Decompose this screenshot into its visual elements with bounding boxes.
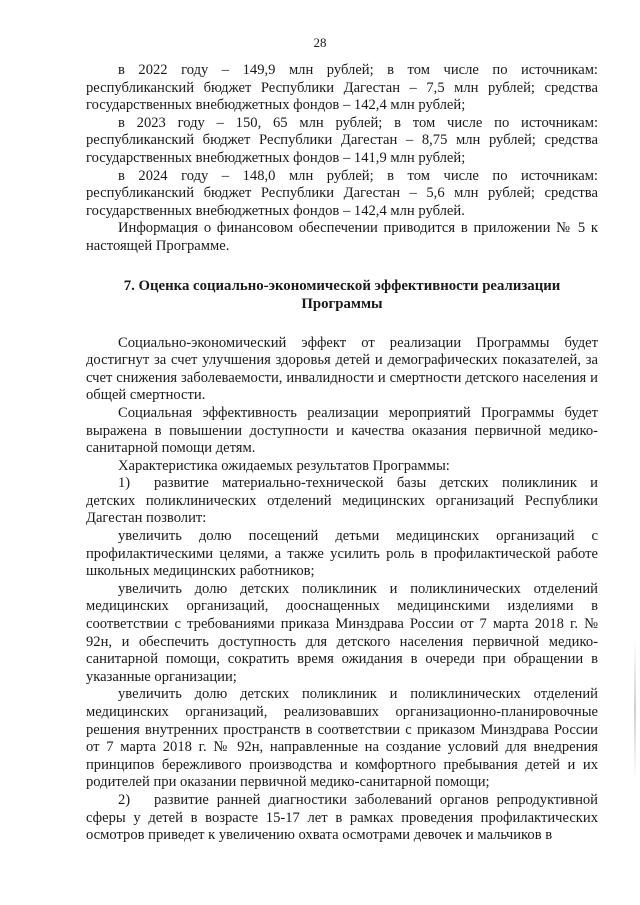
list-item-2-text: развитие ранней диагностики заболеваний органов репродуктивной сферы у детей в возрасте 15-17 лет в рамках проведения профилактических осмотров приведет к увеличению охвата осмотрами девочек и мальчиков в <box>86 791 598 844</box>
list-item-1-number: 1) <box>118 475 131 492</box>
list-item-2-number: 2) <box>118 791 131 808</box>
funding-2024-paragraph: в 2024 году – 148,0 млн рублей; в том числе по источникам: республиканский бюджет Республики Дагестан – 5,6 млн рублей; средства государственных внебюджетных фондов – 142,4 млн рублей. <box>86 167 598 219</box>
expected-results-intro: Характеристика ожидаемых результатов Программы: <box>118 457 450 474</box>
page-number: 28 <box>313 35 327 50</box>
list-item-1 <box>86 475 598 528</box>
sub-paragraph-lean-production: увеличить долю детских поликлиник и поликлинических отделений медицинских организаций, реализовавших организационно-планировочные решения внутренних пространств в соответствии с приказом Минздрава России от 7 марта 2018 г. № 92н, направленные на создание условий для внедрения принципов бережливого производства и комфортного пребывания детей и их родителей при оказании первичной медико-санитарной помощи; <box>86 686 598 791</box>
section-number: 7. <box>123 277 135 294</box>
socio-economic-effect-paragraph: Социально-экономический эффект от реализации Программы будет достигнут за счет улучшения здоровья детей и демографических показателей, за счет снижения заболеваемости, инвалидности и смертности детского населения и общей смертности. <box>86 334 598 404</box>
funding-2023-paragraph: в 2023 году – 150, 65 млн рублей; в том числе по источникам: республиканский бюджет Республики Дагестан – 8,75 млн рублей; средства государственных внебюджетных фондов – 141,9 млн рублей; <box>86 114 598 166</box>
funding-info-paragraph: Информация о финансовом обеспечении приводится в приложении № 5 к настоящей Программе. <box>86 220 598 254</box>
sub-paragraph-equipment: увеличить долю детских поликлиник и поликлинических отделений медицинских организаций, дооснащенных медицинскими изделиями в соответствии с требованиями приказа Минздрава России от 7 марта 2018 г. № 92н, и обеспечить доступность для детского населения первичной медико-санитарной помощи, сократить время ожидания в очереди при обращении в указанные организации; <box>86 580 598 685</box>
section-title-line1: Оценка социально-экономической эффективности реализации <box>138 277 561 294</box>
list-item-2 <box>86 792 598 845</box>
sub-paragraph-visits: увеличить долю посещений детьми медицинских организаций с профилактическими целями, а также усилить роль в профилактической работе школьных медицинских работников; <box>86 528 598 580</box>
funding-2022-paragraph: в 2022 году – 149,9 млн рублей; в том числе по источникам: республиканский бюджет Республики Дагестан – 7,5 млн рублей; средства государственных внебюджетных фондов – 142,4 млн рублей; <box>86 62 598 114</box>
scan-edge-mark <box>634 640 636 780</box>
social-efficiency-paragraph: Социальная эффективность реализации мероприятий Программы будет выражена в повышении доступности и качества оказания первичной медико-санитарной помощи детям. <box>86 404 598 457</box>
document-body <box>86 62 598 845</box>
list-item-1-text: развитие материально-технической базы детских поликлиник и детских поликлинических отделений медицинских организаций Республики Дагестан позволит: <box>86 475 598 527</box>
section-heading <box>86 277 598 313</box>
section-title-line2: Программы <box>301 295 383 312</box>
